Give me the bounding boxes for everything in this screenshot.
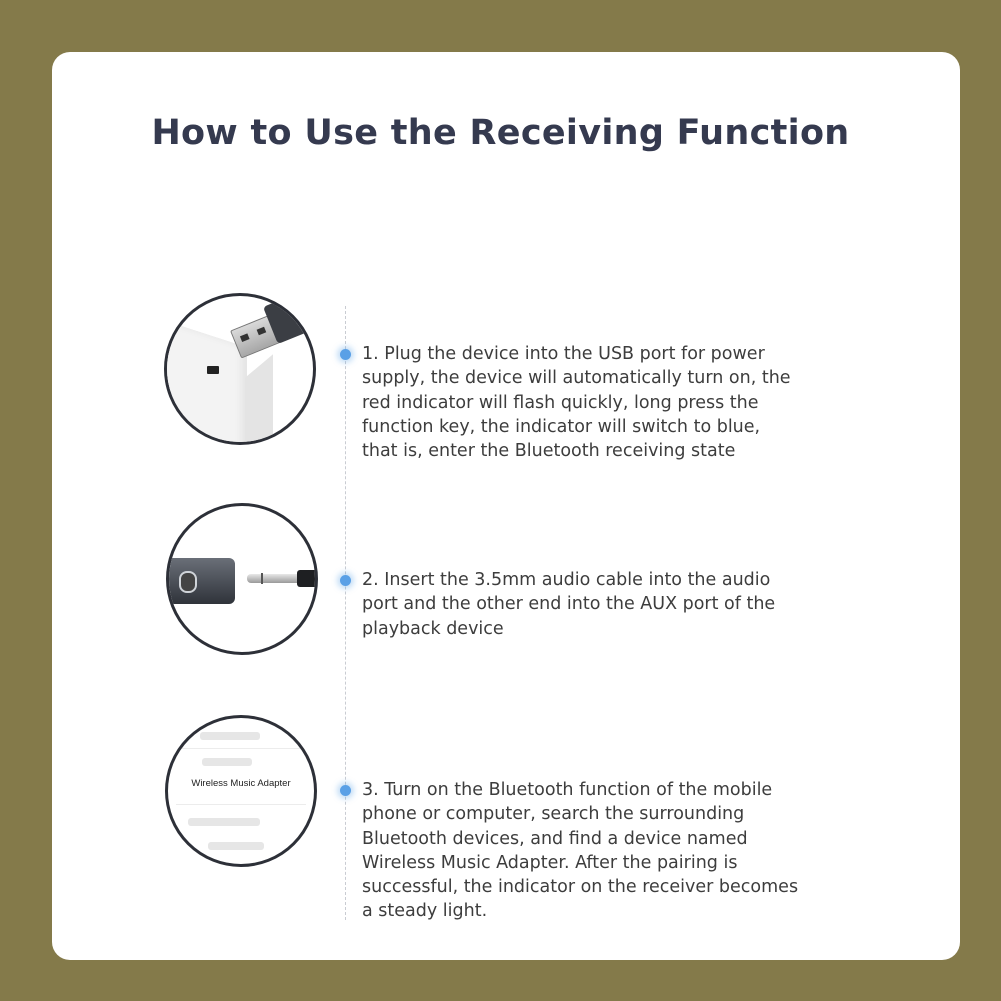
step-3-line: Bluetooth devices, and find a device named [362, 828, 748, 849]
list-separator [176, 804, 306, 805]
aux-cable [297, 570, 318, 587]
step-2-text [362, 568, 842, 641]
step-1-text [362, 342, 842, 463]
aux-plug-icon [247, 574, 299, 583]
power-button-icon [179, 571, 197, 593]
step-2-line: port and the other end into the AUX port of the [362, 594, 776, 615]
step-1-line: function key, the indicator will switch to blue, [362, 416, 761, 437]
step-3-dot [340, 785, 351, 796]
step-1-dot [340, 349, 351, 360]
list-placeholder [202, 758, 252, 766]
step-1-line: that is, enter the Bluetooth receiving state [362, 441, 736, 462]
step-2-line: playback device [362, 618, 504, 639]
step-2-dot [340, 575, 351, 586]
step-3-line: a steady light. [362, 901, 488, 922]
step-3-line: Wireless Music Adapter. After the pairing is [362, 852, 738, 873]
step-3-line: successful, the indicator on the receiver becomes [362, 877, 799, 898]
list-placeholder [208, 842, 264, 850]
step-2-line: 2. Insert the 3.5mm audio cable into the audio [362, 570, 771, 590]
timeline-divider [345, 306, 346, 920]
device-side [245, 354, 273, 445]
device-name-label: Wireless Music Adapter [191, 778, 291, 789]
step-3-line: phone or computer, search the surrounding [362, 804, 745, 825]
audio-cable-illustration [166, 503, 318, 655]
step-1-line: red indicator will flash quickly, long press the [362, 392, 759, 413]
list-placeholder [188, 818, 260, 826]
step-1-line: supply, the device will automatically turn on, the [362, 368, 791, 389]
list-separator [176, 748, 306, 749]
adapter-body [166, 558, 235, 604]
list-placeholder [200, 732, 260, 740]
step-3-line: 3. Turn on the Bluetooth function of the mobile [362, 780, 773, 800]
step-1-line: 1. Plug the device into the USB port for power [362, 344, 765, 364]
step-3-text [362, 778, 842, 924]
bluetooth-list-illustration [165, 715, 317, 867]
page-title: How to Use the Receiving Function [151, 113, 850, 153]
usb-plug-illustration [164, 293, 316, 445]
indicator-slot [207, 366, 219, 374]
